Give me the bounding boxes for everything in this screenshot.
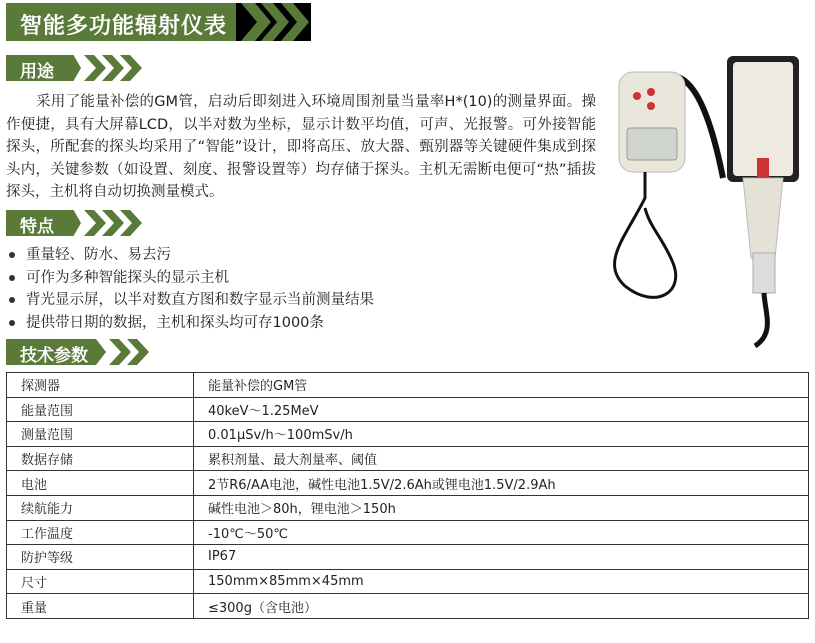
- double-chevron-icon: [84, 55, 144, 81]
- section-title-specs: 技术参数: [20, 346, 88, 366]
- section-head-specs: [6, 339, 206, 365]
- probe-handle: [743, 178, 783, 258]
- probe-label: [757, 158, 769, 178]
- table-row: 数据存储 累积剂量、最大剂量率、阈值: [7, 446, 809, 471]
- section-title-features: 特点: [20, 217, 54, 237]
- page-title-bar: [6, 3, 311, 41]
- table-row: 防护等级 IP67: [7, 545, 809, 570]
- page-title: 智能多功能辐射仪表: [20, 14, 228, 39]
- table-row: 尺寸 150mm×85mm×45mm: [7, 569, 809, 594]
- table-row: 探测器 能量补偿的GM管: [7, 373, 809, 398]
- double-chevron-icon: [84, 210, 144, 236]
- lcd-screen: [627, 128, 677, 160]
- bullet-dot-icon: [9, 320, 15, 326]
- table-row: 续航能力 碱性电池＞80h，锂电池＞150h: [7, 495, 809, 520]
- coiled-cable: [615, 172, 676, 297]
- section-head-features: [6, 210, 206, 236]
- table-row: 重量 ≤300g（含电池）: [7, 594, 809, 619]
- bullet-dot-icon: [9, 275, 15, 281]
- spec-table: [6, 372, 809, 619]
- table-row: 电池 2节R6/AA电池，碱性电池1.5V/2.6Ah或锂电池1.5V/2.9Ah: [7, 471, 809, 496]
- double-chevron-icon: [109, 339, 169, 365]
- list-item: 重量轻、防水、易去污: [6, 244, 596, 267]
- section-head-usage: [6, 55, 206, 81]
- features-list: [6, 244, 596, 334]
- list-item: 可作为多种智能探头的显示主机: [6, 267, 596, 290]
- bullet-dot-icon: [9, 297, 15, 303]
- list-item: 提供带日期的数据，主机和探头均可存1000条: [6, 312, 596, 335]
- table-row: 工作温度 -10℃～50℃: [7, 520, 809, 545]
- usage-paragraph: 采用了能量补偿的GM管，启动后即刻进入环境周围剂量当量率H*(10)的测量界面。操作便捷，具有大屏幕LCD，以半对数为坐标，显示计数平均值，可声、光报警。可外接智能探头，所配套的探头均采用了“智能”设计，即将高压、放大器、甄别器等关键硬件集成到探头内，关键参数（如设置、刻度、报警设置等）均存储于探头。主机无需断电便可“热”插拔探头，主机将自动切换测量模式。: [6, 94, 596, 200]
- table-row: 测量范围 0.01μSv/h～100mSv/h: [7, 422, 809, 447]
- button-icon: [633, 92, 641, 100]
- button-icon: [647, 88, 655, 96]
- bullet-dot-icon: [9, 252, 15, 258]
- device-photo: [605, 48, 810, 348]
- button-icon: [647, 102, 655, 110]
- section-title-usage: 用途: [20, 62, 54, 82]
- table-row: 能量范围 40keV～1.25MeV: [7, 397, 809, 422]
- list-item: 背光显示屏，以半对数直方图和数字显示当前测量结果: [6, 289, 596, 312]
- title-stripes-icon: [241, 3, 311, 41]
